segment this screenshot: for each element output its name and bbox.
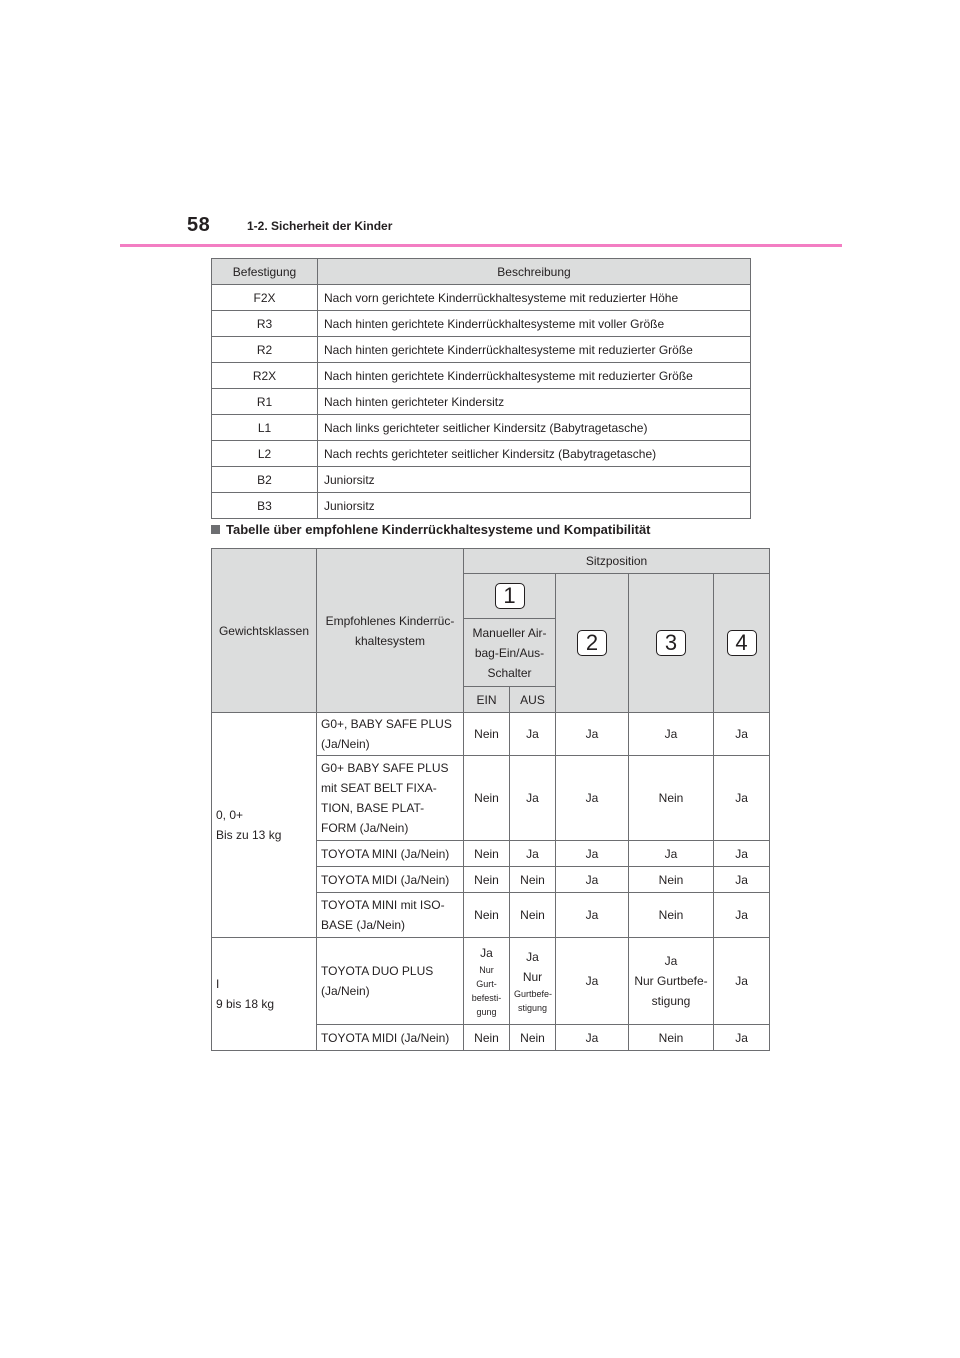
value-cell: Ja: [714, 893, 770, 938]
fixtures-table: [211, 258, 751, 519]
value-cell: Ja: [556, 867, 629, 893]
compat-heading: [211, 522, 651, 537]
square-bullet-icon: [211, 525, 220, 534]
system-cell: TOYOTA MIDI (Ja/Nein): [317, 1025, 464, 1051]
fixture-description: Nach hinten gerichtete Kinderrückhaltesysteme mit voller Größe: [318, 311, 751, 337]
value-cell: Nein: [629, 1025, 714, 1051]
value-cell: Ja: [629, 713, 714, 756]
fixture-description: Nach hinten gerichtete Kinderrückhaltesysteme mit reduzierter Größe: [318, 363, 751, 389]
value-cell: Nein: [510, 867, 556, 893]
ein-header: EIN: [464, 687, 510, 713]
section-title: 1-2. Sicherheit der Kinder: [247, 219, 393, 233]
value-cell: Ja: [510, 713, 556, 756]
system-cell: TOYOTA MINI (Ja/Nein): [317, 841, 464, 867]
value-cell: Ja: [510, 756, 556, 841]
page-number: 58: [187, 214, 211, 236]
value-cell: Nein: [629, 893, 714, 938]
seat-4-icon: 4: [727, 630, 757, 656]
seat-4-cell: [714, 574, 770, 713]
system-cell: TOYOTA MINI mit ISO-BASE (Ja/Nein): [317, 893, 464, 938]
value-cell: Nein: [464, 713, 510, 756]
seat-2-cell: [556, 574, 629, 713]
fixture-code: L2: [212, 441, 318, 467]
fixture-code: R2: [212, 337, 318, 363]
value-cell: Ja: [556, 756, 629, 841]
fixture-description: Nach links gerichteter seitlicher Kindersitz (Babytragetasche): [318, 415, 751, 441]
value-cell: Nein: [510, 893, 556, 938]
airbag-switch-header: Manueller Air-bag-Ein/Aus-Schalter: [464, 619, 556, 687]
value-cell: Ja: [714, 713, 770, 756]
value-cell: Ja: [556, 938, 629, 1025]
seat-1-cell: [464, 574, 556, 619]
table-row: [212, 415, 751, 441]
value-cell: Nein: [464, 841, 510, 867]
aus-header: AUS: [510, 687, 556, 713]
value-cell: Ja: [556, 713, 629, 756]
fixture-code: R2X: [212, 363, 318, 389]
value-cell: Nein: [510, 1025, 556, 1051]
value-cell: Ja: [714, 938, 770, 1025]
value-cell: Ja Nur Gurt-befesti-gung: [464, 938, 510, 1025]
table-row: [212, 389, 751, 415]
fixture-description: Juniorsitz: [318, 467, 751, 493]
fixture-code: L1: [212, 415, 318, 441]
system-cell: TOYOTA MIDI (Ja/Nein): [317, 867, 464, 893]
system-cell: G0+ BABY SAFE PLUS mit SEAT BELT FIXA-TION, BASE PLAT-FORM (Ja/Nein): [317, 756, 464, 841]
value-cell: Ja: [714, 867, 770, 893]
value-cell: Nein: [464, 867, 510, 893]
table-row: [212, 467, 751, 493]
fixture-code: B3: [212, 493, 318, 519]
seat-position-header: Sitzposition: [464, 549, 770, 574]
compat-heading-text: Tabelle über empfohlene Kinderrückhaltesysteme und Kompatibilität: [226, 522, 651, 537]
column-header: Befestigung: [212, 259, 318, 285]
seat-1-icon: 1: [495, 583, 525, 609]
weight-class-header: Gewichtsklassen: [212, 549, 317, 713]
table-row: [212, 493, 751, 519]
value-cell: Ja Nur Gurtbefe-stigung: [510, 938, 556, 1025]
value-cell: Ja: [510, 841, 556, 867]
column-header: Beschreibung: [318, 259, 751, 285]
value-cell: Ja: [714, 1025, 770, 1051]
value-cell: Nein: [464, 893, 510, 938]
table-row: [212, 441, 751, 467]
fixture-code: F2X: [212, 285, 318, 311]
table-row: [212, 363, 751, 389]
value-cell: Ja: [714, 756, 770, 841]
system-header: Empfohlenes Kinderrüc-khaltesystem: [317, 549, 464, 713]
value-cell: Ja: [556, 1025, 629, 1051]
fixture-code: R3: [212, 311, 318, 337]
weight-class-cell: 0, 0+ Bis zu 13 kg: [212, 713, 317, 938]
header-rule: [120, 244, 842, 247]
table-row: [212, 713, 770, 756]
seat-2-icon: 2: [577, 630, 607, 656]
system-cell: TOYOTA DUO PLUS (Ja/Nein): [317, 938, 464, 1025]
value-cell: Ja Nur Gurtbefe-stigung: [629, 938, 714, 1025]
table-row: [212, 337, 751, 363]
fixture-description: Nach rechts gerichteter seitlicher Kindersitz (Babytragetasche): [318, 441, 751, 467]
value-cell: Nein: [629, 867, 714, 893]
table-row: [212, 285, 751, 311]
fixture-description: Nach hinten gerichteter Kindersitz: [318, 389, 751, 415]
weight-class-cell: I 9 bis 18 kg: [212, 938, 317, 1051]
value-cell: Ja: [714, 841, 770, 867]
compatibility-table: [211, 548, 770, 1051]
seat-3-cell: [629, 574, 714, 713]
value-cell: Nein: [464, 756, 510, 841]
table-row: [212, 938, 770, 1025]
fixture-description: Juniorsitz: [318, 493, 751, 519]
value-cell: Ja: [556, 841, 629, 867]
table-header-row: [212, 259, 751, 285]
seat-3-icon: 3: [656, 630, 686, 656]
value-cell: Nein: [464, 1025, 510, 1051]
value-cell: Ja: [556, 893, 629, 938]
fixture-code: B2: [212, 467, 318, 493]
value-cell: Nein: [629, 756, 714, 841]
fixture-description: Nach vorn gerichtete Kinderrückhaltesysteme mit reduzierter Höhe: [318, 285, 751, 311]
value-cell: Ja: [629, 841, 714, 867]
table-row: [212, 311, 751, 337]
fixture-code: R1: [212, 389, 318, 415]
fixture-description: Nach hinten gerichtete Kinderrückhaltesysteme mit reduzierter Größe: [318, 337, 751, 363]
system-cell: G0+, BABY SAFE PLUS (Ja/Nein): [317, 713, 464, 756]
